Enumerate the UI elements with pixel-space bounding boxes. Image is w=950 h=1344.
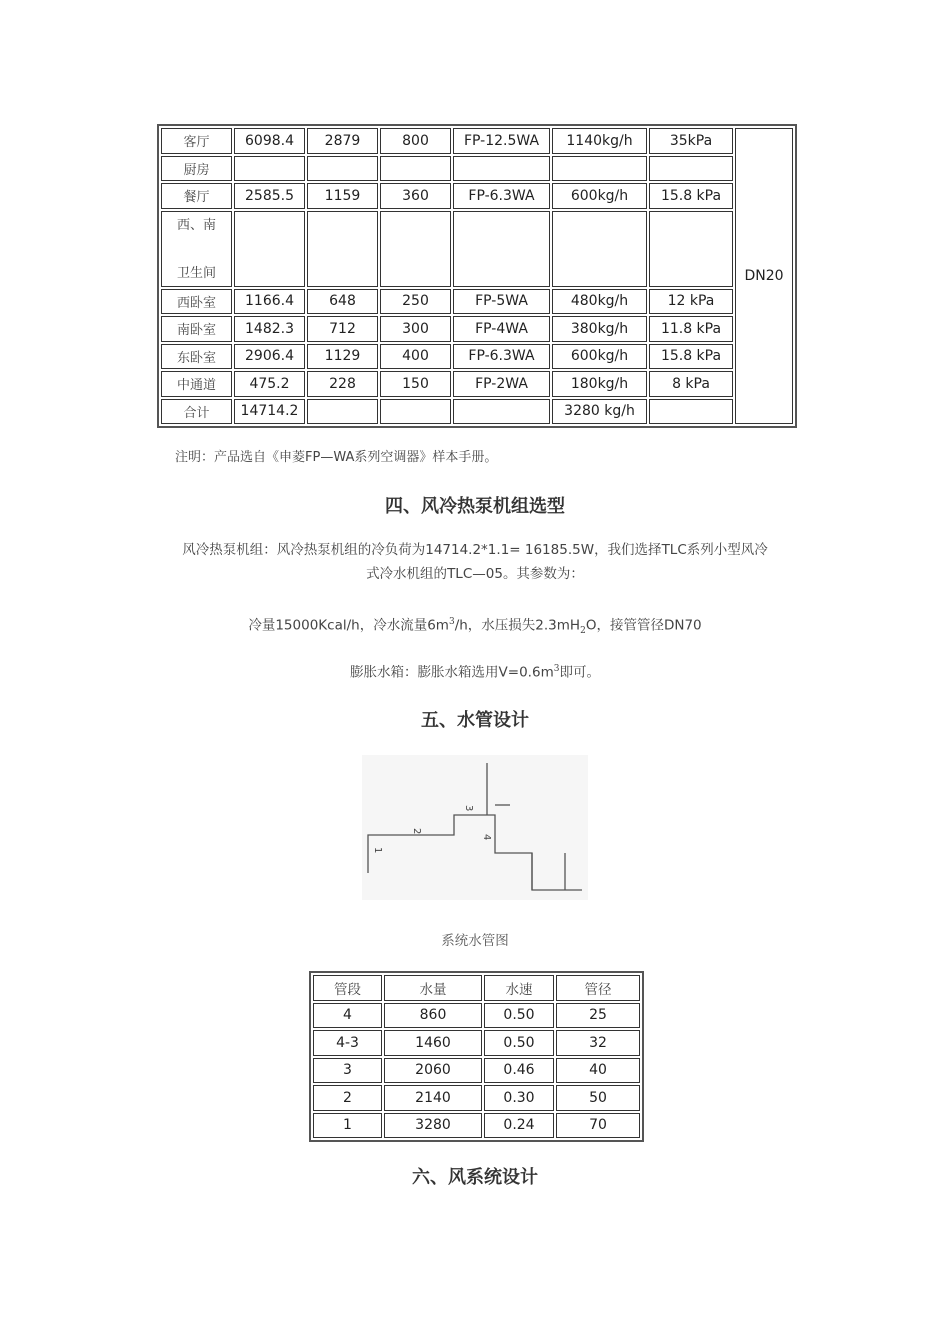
text-span: ，接管管径 <box>596 617 664 634</box>
table-cell: 2060 <box>384 1058 482 1084</box>
table-cell: 1460 <box>384 1030 482 1056</box>
room-cell: 客厅 <box>161 128 232 154</box>
text-span: 式冷水机组的 <box>366 566 448 582</box>
table-cell <box>307 156 378 182</box>
table-row <box>161 128 793 154</box>
room-cell: 西卧室 <box>161 289 232 315</box>
table-cell: 15.8 kPa <box>649 344 733 370</box>
text-span: 。其参数为： <box>502 566 584 582</box>
pipe-main-line <box>368 815 582 890</box>
table-cell <box>453 211 550 287</box>
section-6-title: 六、风系统设计 <box>412 1167 538 1188</box>
table-cell: 3280 <box>384 1113 482 1139</box>
table-cell: 400 <box>380 344 451 370</box>
table-cell: 3280 kg/h <box>552 399 647 425</box>
section-4-paragraph-1 <box>165 538 785 586</box>
table-cell: 15.8 kPa <box>649 183 733 209</box>
table-note <box>175 446 497 465</box>
room-cell: 餐厅 <box>161 183 232 209</box>
text-span: /h <box>454 617 468 634</box>
pipe-label-2: 2 <box>411 828 422 835</box>
room-cell: 东卧室 <box>161 344 232 370</box>
table-cell: 480kg/h <box>552 289 647 315</box>
text-span: ，水压损失 <box>467 617 536 634</box>
header-cell: 管径 <box>556 975 640 1001</box>
header-cell: 管段 <box>313 975 382 1001</box>
pipe-system-diagram <box>362 755 588 900</box>
table-cell <box>307 399 378 425</box>
table-cell: 3 <box>313 1058 382 1084</box>
section-5-title: 五、水管设计 <box>421 710 529 731</box>
section-4-title: 四、风冷热泵机组选型 <box>385 496 565 517</box>
table-cell <box>453 399 550 425</box>
table-cell: 250 <box>380 289 451 315</box>
table-row <box>313 1058 640 1084</box>
text-span: DN70 <box>663 617 702 634</box>
pipe-size-merged-cell: DN20 <box>735 128 793 424</box>
table-cell: 0.50 <box>484 1003 554 1029</box>
header-cell: 水速 <box>484 975 554 1001</box>
table-cell: 860 <box>384 1003 482 1029</box>
table-cell: 600kg/h <box>552 183 647 209</box>
table-cell <box>307 211 378 287</box>
table-cell: FP-6.3WA <box>453 183 550 209</box>
table-cell: 12 kPa <box>649 289 733 315</box>
table-cell: FP-12.5WA <box>453 128 550 154</box>
table-cell: 648 <box>307 289 378 315</box>
text-span: O <box>585 617 597 634</box>
text-span: TLC—05 <box>447 566 503 582</box>
table-row <box>161 183 793 209</box>
text-span: 15000Kcal/h <box>275 617 360 634</box>
table-cell: 2906.4 <box>234 344 305 370</box>
table-cell: 2585.5 <box>234 183 305 209</box>
table-cell: 25 <box>556 1003 640 1029</box>
table-cell: 300 <box>380 316 451 342</box>
table-cell: 40 <box>556 1058 640 1084</box>
pipe-label-1: 1 <box>372 847 383 854</box>
text-span: 系列小型风冷 <box>686 542 768 558</box>
table-cell: 150 <box>380 371 451 397</box>
table-row <box>161 371 793 397</box>
table-row <box>161 344 793 370</box>
table-cell: 35kPa <box>649 128 733 154</box>
room-line-1: 西、南 <box>176 217 216 233</box>
table-cell: 1140kg/h <box>552 128 647 154</box>
table-cell: 2140 <box>384 1085 482 1111</box>
table-cell <box>234 156 305 182</box>
note-suffix: 系列空调器》样本手册。 <box>354 450 498 465</box>
header-cell: 水量 <box>384 975 482 1001</box>
table-cell: 6098.4 <box>234 128 305 154</box>
table-cell: 0.50 <box>484 1030 554 1056</box>
table-cell: 475.2 <box>234 371 305 397</box>
table-cell: FP-5WA <box>453 289 550 315</box>
table-cell: 800 <box>380 128 451 154</box>
table-cell: 0.24 <box>484 1113 554 1139</box>
table-cell: 1129 <box>307 344 378 370</box>
table-cell: FP-6.3WA <box>453 344 550 370</box>
pipe-label-4: 4 <box>481 834 492 841</box>
section-4-paragraph-3: 膨胀水箱：膨胀水箱选用$V=0.6m^3$即可。 <box>350 664 600 681</box>
pipe-sizing-table <box>309 971 644 1142</box>
table-cell: 1482.3 <box>234 316 305 342</box>
table-cell: 4 <box>313 1003 382 1029</box>
text-span: 6m <box>427 617 449 634</box>
text-span: 风冷热泵机组：风冷热泵机组的冷负荷为 <box>182 542 426 558</box>
room-cell: 合计 <box>161 399 232 425</box>
section-4-paragraph-2: 冷量15000Kcal/h，冷水流量$6m^3/h$，水压损失$2.3mH_2O$，接管管径DN70 <box>248 617 702 637</box>
table-cell: 4-3 <box>313 1030 382 1056</box>
table-cell <box>552 211 647 287</box>
room-line-2: 卫生间 <box>176 265 216 281</box>
table-cell <box>552 156 647 182</box>
text-span: TLC <box>661 542 687 558</box>
text-span: 膨胀水箱：膨胀水箱选用 <box>350 664 499 681</box>
table-cell: 32 <box>556 1030 640 1056</box>
table-cell <box>380 399 451 425</box>
table-row <box>161 316 793 342</box>
fan-coil-table <box>157 124 797 428</box>
table-cell: 180kg/h <box>552 371 647 397</box>
table-cell <box>649 156 733 182</box>
table-cell: 0.46 <box>484 1058 554 1084</box>
table-cell <box>380 211 451 287</box>
table-row <box>313 1030 640 1056</box>
table-cell: 2879 <box>307 128 378 154</box>
table-cell: 380kg/h <box>552 316 647 342</box>
text-span: ，冷水流量 <box>359 617 428 634</box>
table-cell <box>234 211 305 287</box>
table-cell <box>453 156 550 182</box>
table-cell: 8 kPa <box>649 371 733 397</box>
table-header-row <box>313 975 640 1001</box>
table-row <box>313 1003 640 1029</box>
table-cell: 600kg/h <box>552 344 647 370</box>
pipe-diagram-svg <box>362 755 588 900</box>
table-cell: 712 <box>307 316 378 342</box>
table-cell: 11.8 kPa <box>649 316 733 342</box>
table-cell <box>649 211 733 287</box>
text-span: 即可。 <box>559 664 600 681</box>
text-span: 14714.2*1.1= 16185.5W <box>425 542 595 558</box>
table-cell: 360 <box>380 183 451 209</box>
table-cell: 70 <box>556 1113 640 1139</box>
table-cell: 1 <box>313 1113 382 1139</box>
table-cell <box>380 156 451 182</box>
table-row <box>161 399 793 425</box>
table-row <box>313 1085 640 1111</box>
table-row <box>161 156 793 182</box>
table-cell: 1166.4 <box>234 289 305 315</box>
table-cell <box>649 399 733 425</box>
text-span: 2.3mH <box>535 617 581 634</box>
table-cell: 14714.2 <box>234 399 305 425</box>
text-span: V=0.6m <box>498 664 554 681</box>
table-cell: FP-2WA <box>453 371 550 397</box>
table-cell: 50 <box>556 1085 640 1111</box>
table-cell: 2 <box>313 1085 382 1111</box>
table-cell: 228 <box>307 371 378 397</box>
pipe-label-3: 3 <box>463 805 474 812</box>
note-prefix: 注明：产品选自《申菱 <box>175 450 306 465</box>
note-model: FP—WA <box>305 450 355 465</box>
table-row <box>313 1113 640 1139</box>
table-cell: 1159 <box>307 183 378 209</box>
text-span: 冷量 <box>248 617 276 634</box>
table-cell: 0.30 <box>484 1085 554 1111</box>
room-cell: 中通道 <box>161 371 232 397</box>
text-span: ，我们选择 <box>594 542 662 558</box>
table-cell: FP-4WA <box>453 316 550 342</box>
room-cell: 厨房 <box>161 156 232 182</box>
room-cell: 南卧室 <box>161 316 232 342</box>
diagram-caption: 系统水管图 <box>441 933 509 949</box>
room-cell <box>161 211 232 287</box>
table-row <box>161 289 793 315</box>
table-row <box>161 211 793 287</box>
